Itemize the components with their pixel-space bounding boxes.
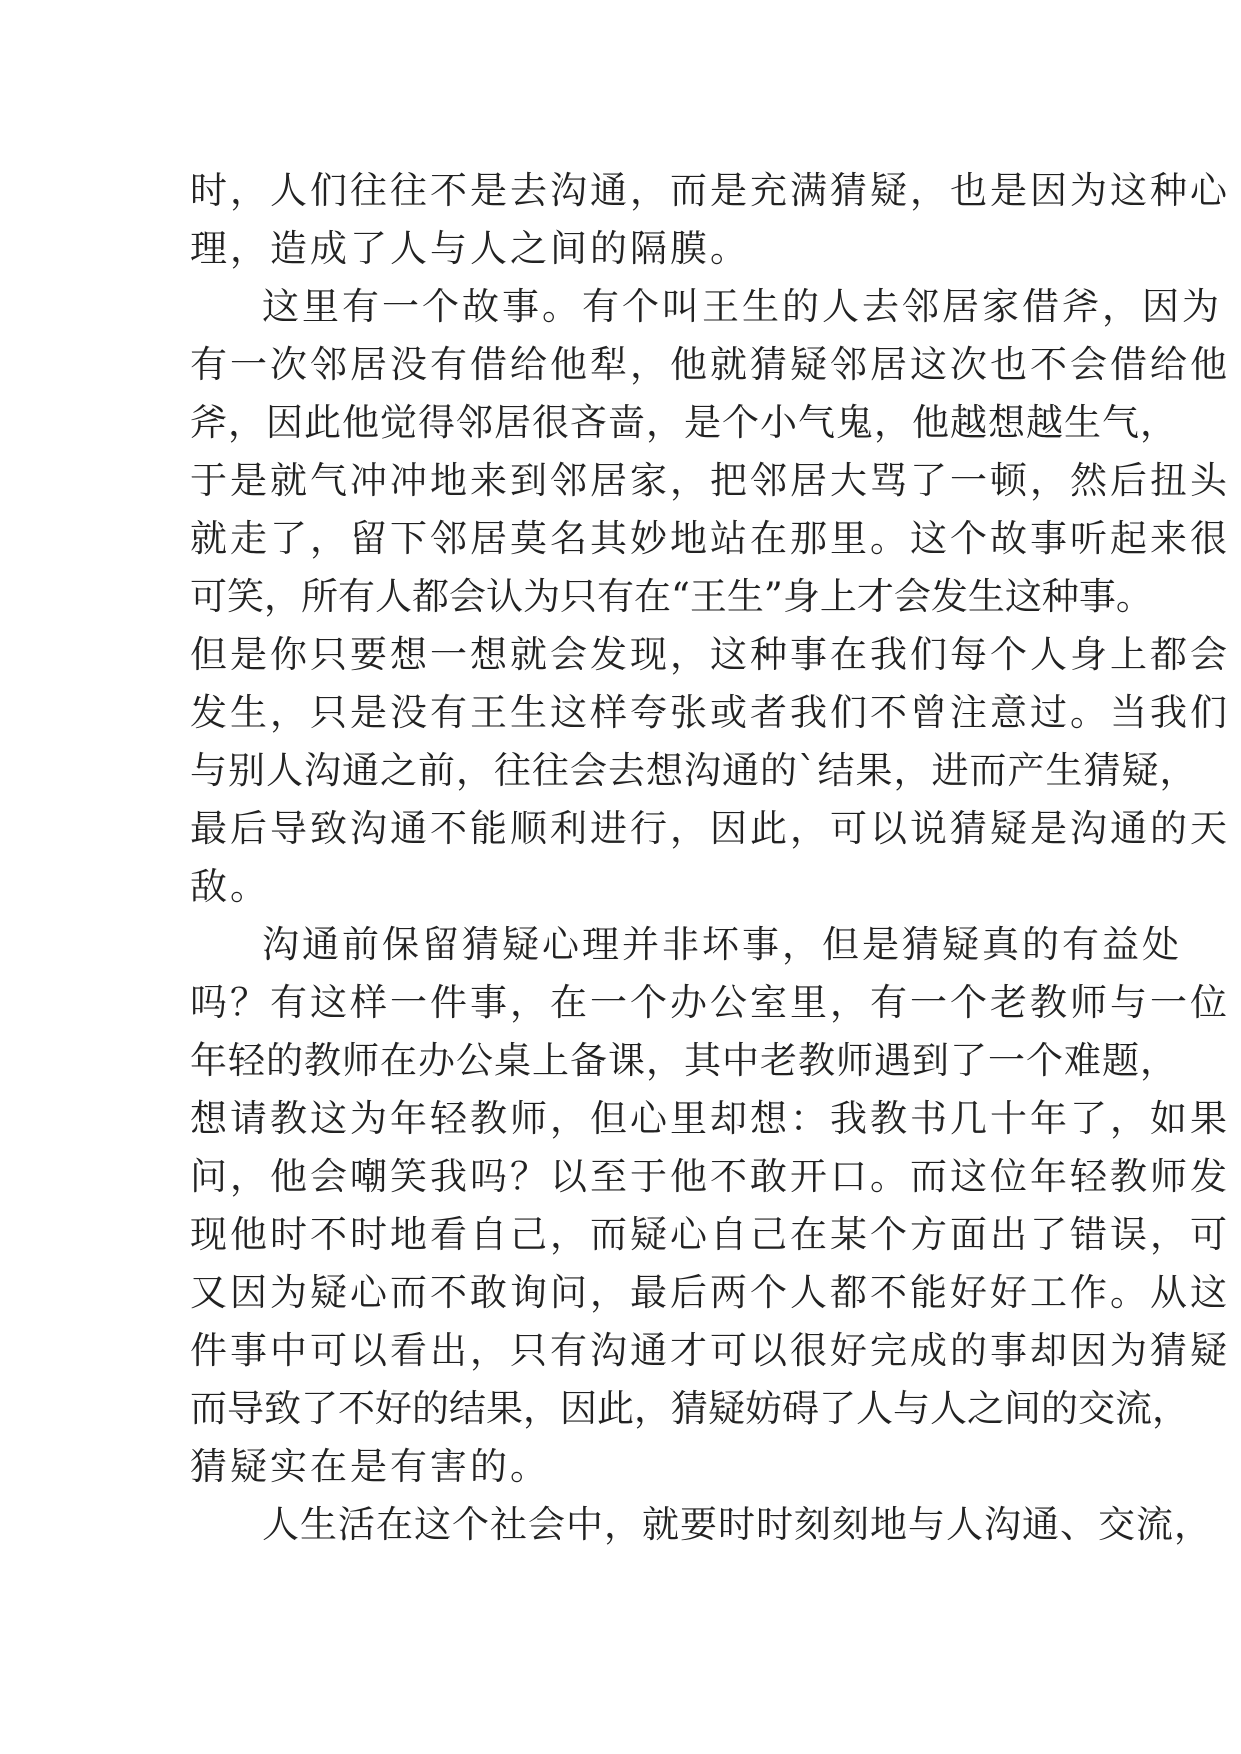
text-line: 吗？有这样一件事，在一个办公室里，有一个老教师与一位 xyxy=(190,981,1230,1024)
paragraph-first-line: 沟通前保留猜疑心理并非坏事，但是猜疑真的有益处 xyxy=(262,923,1182,966)
text-line: 现他时不时地看自己，而疑心自己在某个方面出了错误，可 xyxy=(190,1213,1230,1256)
text-line: 又因为疑心而不敢询问，最后两个人都不能好好工作。从这 xyxy=(190,1271,1230,1314)
text-line: 可笑，所有人都会认为只有在“王生”身上才会发生这种事。 xyxy=(190,575,1153,618)
text-line: 有一次邻居没有借给他犁，他就猜疑邻居这次也不会借给他 xyxy=(190,343,1230,386)
text-line: 敌。 xyxy=(190,865,270,908)
text-line: 但是你只要想一想就会发现，这种事在我们每个人身上都会 xyxy=(190,633,1230,676)
text-line: 就走了，留下邻居莫名其妙地站在那里。这个故事听起来很 xyxy=(190,517,1230,560)
text-line: 发生，只是没有王生这样夸张或者我们不曾注意过。当我们 xyxy=(190,691,1230,734)
text-line: 件事中可以看出，只有沟通才可以很好完成的事却因为猜疑 xyxy=(190,1329,1230,1372)
text-line: 斧，因此他觉得邻居很吝啬，是个小气鬼，他越想越生气， xyxy=(190,401,1178,444)
text-line: 而导致了不好的结果，因此，猜疑妨碍了人与人之间的交流， xyxy=(190,1387,1189,1430)
text-line: 理，造成了人与人之间的隔膜。 xyxy=(190,227,750,270)
paragraph-first-line: 人生活在这个社会中，就要时时刻刻地与人沟通、交流， xyxy=(262,1503,1212,1546)
text-line: 时，人们往往不是去沟通，而是充满猜疑，也是因为这种心 xyxy=(190,169,1230,212)
text-line: 与别人沟通之前，往往会去想沟通的`结果，进而产生猜疑， xyxy=(190,749,1198,792)
text-line: 最后导致沟通不能顺利进行，因此，可以说猜疑是沟通的天 xyxy=(190,807,1230,850)
text-line: 于是就气冲冲地来到邻居家，把邻居大骂了一顿，然后扭头 xyxy=(190,459,1230,502)
text-line: 问，他会嘲笑我吗？以至于他不敢开口。而这位年轻教师发 xyxy=(190,1155,1230,1198)
text-line: 猜疑实在是有害的。 xyxy=(190,1445,550,1488)
paragraph-first-line: 这里有一个故事。有个叫王生的人去邻居家借斧，因为 xyxy=(262,285,1222,328)
text-line: 想请教这为年轻教师，但心里却想：我教书几十年了，如果 xyxy=(190,1097,1230,1140)
text-line: 年轻的教师在办公桌上备课，其中老教师遇到了一个难题， xyxy=(190,1039,1178,1082)
